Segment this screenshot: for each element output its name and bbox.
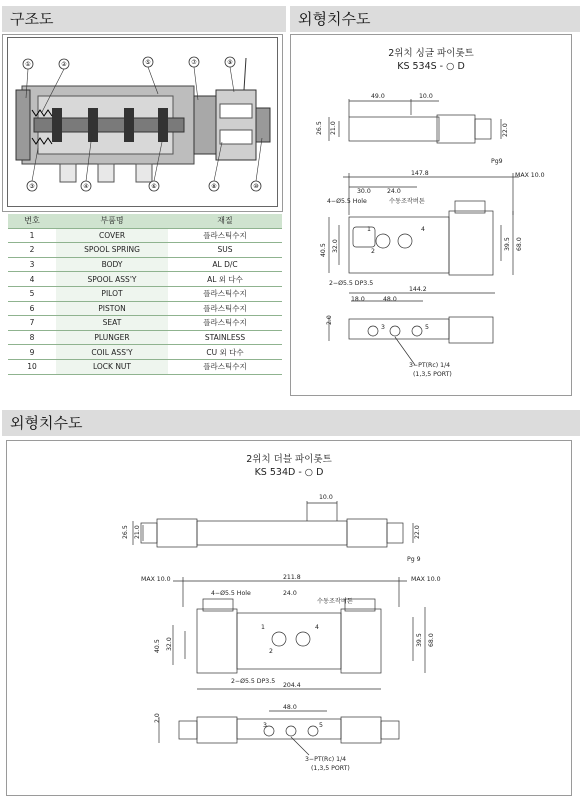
cell-part: PISTON xyxy=(56,301,168,316)
d-dim-22: 22.0 xyxy=(414,525,421,539)
dim-39-5: 39.5 xyxy=(504,237,511,251)
d-port-num-2: 2 xyxy=(269,648,273,655)
dp-label: 2−Ø5.5 DP3.5 xyxy=(329,280,374,287)
double-title: 2위치 더블 파이롯트 xyxy=(246,454,332,465)
dim-2: 2.0 xyxy=(326,315,333,325)
table-row xyxy=(8,243,282,258)
cell-material: 플라스틱수지 xyxy=(168,228,282,243)
dim-26-5: 26.5 xyxy=(316,121,323,135)
d-dim-max10-left: MAX 10.0 xyxy=(141,576,171,583)
table-row xyxy=(8,257,282,272)
d-pt-label: 3−PT(Rc) 1/4 xyxy=(305,756,347,763)
callout-5: ⑤ xyxy=(145,59,151,66)
d-hole-label: 4−Ø5.5 Hole xyxy=(211,590,251,597)
d-dim-40-5: 40.5 xyxy=(154,639,161,653)
callout-1: ① xyxy=(25,61,31,68)
table-row xyxy=(8,330,282,345)
structure-drawing-frame xyxy=(7,37,278,207)
port-label: (1,3,5 PORT) xyxy=(413,371,452,378)
port-num-2: 2 xyxy=(371,248,375,255)
dim-30: 30.0 xyxy=(357,188,371,195)
dim-49: 49.0 xyxy=(371,93,385,100)
table-row xyxy=(8,359,282,374)
dim-68: 68.0 xyxy=(516,237,523,251)
hole-label: 4−Ø5.5 Hole xyxy=(327,198,367,205)
d-dp-label: 2−Ø5.5 DP3.5 xyxy=(231,678,276,685)
cell-no: 9 xyxy=(8,345,56,360)
cell-part: PILOT xyxy=(56,286,168,301)
d-pg9-label: Pg 9 xyxy=(407,556,421,563)
single-dims-panel xyxy=(290,34,572,396)
dim-147-8: 147.8 xyxy=(411,170,429,177)
port-num-4: 4 xyxy=(421,226,425,233)
table-row xyxy=(8,272,282,287)
cell-no: 1 xyxy=(8,228,56,243)
d-dim-211-8: 211.8 xyxy=(283,574,301,581)
dim-40-5: 40.5 xyxy=(320,243,327,257)
d-port-num-4: 4 xyxy=(315,624,319,631)
cell-material: 플라스틱수지 xyxy=(168,301,282,316)
cell-part: LOCK NUT xyxy=(56,359,168,374)
cell-part: COVER xyxy=(56,228,168,243)
cell-material: CU 외 다수 xyxy=(168,345,282,360)
cell-no: 7 xyxy=(8,316,56,331)
d-dim-2: 2.0 xyxy=(154,713,161,723)
cell-part: SEAT xyxy=(56,316,168,331)
d-dim-max10-right: MAX 10.0 xyxy=(411,576,441,583)
double-dims-drawing xyxy=(7,441,571,795)
table-row xyxy=(8,228,282,243)
dims-bottom-header: 외형치수도 xyxy=(2,410,580,436)
cell-part: SPOOL ASS'Y xyxy=(56,272,168,287)
cell-part: BODY xyxy=(56,257,168,272)
d-manual-button-label: 수동조작버튼 xyxy=(317,598,353,605)
cell-material: AL D/C xyxy=(168,257,282,272)
cell-part: PLUNGER xyxy=(56,330,168,345)
dim-32: 32.0 xyxy=(332,239,339,253)
table-row xyxy=(8,301,282,316)
callout-7: ⑦ xyxy=(191,59,197,66)
dim-18: 18.0 xyxy=(351,296,365,303)
d-port-num-3: 3 xyxy=(263,722,267,729)
callout-6: ⑥ xyxy=(151,183,157,190)
port-num-3: 3 xyxy=(381,324,385,331)
dim-48: 48.0 xyxy=(383,296,397,303)
cell-no: 4 xyxy=(8,272,56,287)
callout-3: ③ xyxy=(29,183,35,190)
d-dim-21: 21.0 xyxy=(134,525,141,539)
cell-material: 플라스틱수지 xyxy=(168,359,282,374)
d-dim-10: 10.0 xyxy=(319,494,333,501)
cell-material: 플라스틱수지 xyxy=(168,286,282,301)
dim-21: 21.0 xyxy=(330,121,337,135)
dim-24: 24.0 xyxy=(387,188,401,195)
cell-no: 10 xyxy=(8,359,56,374)
manual-button-label: 수동조작버튼 xyxy=(389,198,425,205)
cell-no: 6 xyxy=(8,301,56,316)
d-dim-32: 32.0 xyxy=(166,637,173,651)
d-port-num-1: 1 xyxy=(261,624,265,631)
dim-22: 22.0 xyxy=(502,123,509,137)
port-num-1: 1 xyxy=(367,226,371,233)
cell-no: 2 xyxy=(8,243,56,258)
callout-9: ⑨ xyxy=(227,59,233,66)
structure-header: 구조도 xyxy=(2,6,286,32)
double-model: KS 534D - ○ D xyxy=(254,467,324,478)
dim-144-2: 144.2 xyxy=(409,286,427,293)
structure-drawing xyxy=(8,38,277,206)
d-dim-24: 24.0 xyxy=(283,590,297,597)
cell-part: SPOOL SPRING xyxy=(56,243,168,258)
dim-max10: MAX 10.0 xyxy=(515,172,545,179)
pg9-label: Pg9 xyxy=(491,158,503,165)
cell-no: 3 xyxy=(8,257,56,272)
dim-10: 10.0 xyxy=(419,93,433,100)
cell-no: 8 xyxy=(8,330,56,345)
dims-top-header: 외형치수도 xyxy=(290,6,580,32)
cell-material: AL 외 다수 xyxy=(168,272,282,287)
single-dims-drawing xyxy=(291,35,571,395)
table-row xyxy=(8,345,282,360)
d-dim-204-4: 204.4 xyxy=(283,682,301,689)
port-num-5: 5 xyxy=(425,324,429,331)
callout-10: ⑩ xyxy=(253,183,259,190)
table-row xyxy=(8,286,282,301)
callout-4: ④ xyxy=(83,183,89,190)
cell-material: 플라스틱수지 xyxy=(168,316,282,331)
col-number: 번호 xyxy=(8,214,56,228)
callout-2: ② xyxy=(61,61,67,68)
callout-8: ⑧ xyxy=(211,183,217,190)
d-dim-68: 68.0 xyxy=(428,633,435,647)
single-title: 2위치 싱글 파이롯트 xyxy=(388,48,474,59)
d-dim-48: 48.0 xyxy=(283,704,297,711)
cell-material: SUS xyxy=(168,243,282,258)
parts-table-header xyxy=(8,214,282,228)
single-model: KS 534S - ○ D xyxy=(397,61,465,72)
cell-material: STAINLESS xyxy=(168,330,282,345)
parts-table xyxy=(8,214,282,375)
col-part-name: 부품명 xyxy=(56,214,168,228)
d-dim-26-5: 26.5 xyxy=(122,525,129,539)
cell-part: COIL ASS'Y xyxy=(56,345,168,360)
d-port-num-5: 5 xyxy=(319,722,323,729)
col-material: 재질 xyxy=(168,214,282,228)
d-port-label: (1,3,5 PORT) xyxy=(311,765,350,772)
table-row xyxy=(8,316,282,331)
double-dims-panel xyxy=(6,440,572,796)
pt-label: 3−PT(Rc) 1/4 xyxy=(409,362,451,369)
d-dim-39-5: 39.5 xyxy=(416,633,423,647)
cell-no: 5 xyxy=(8,286,56,301)
